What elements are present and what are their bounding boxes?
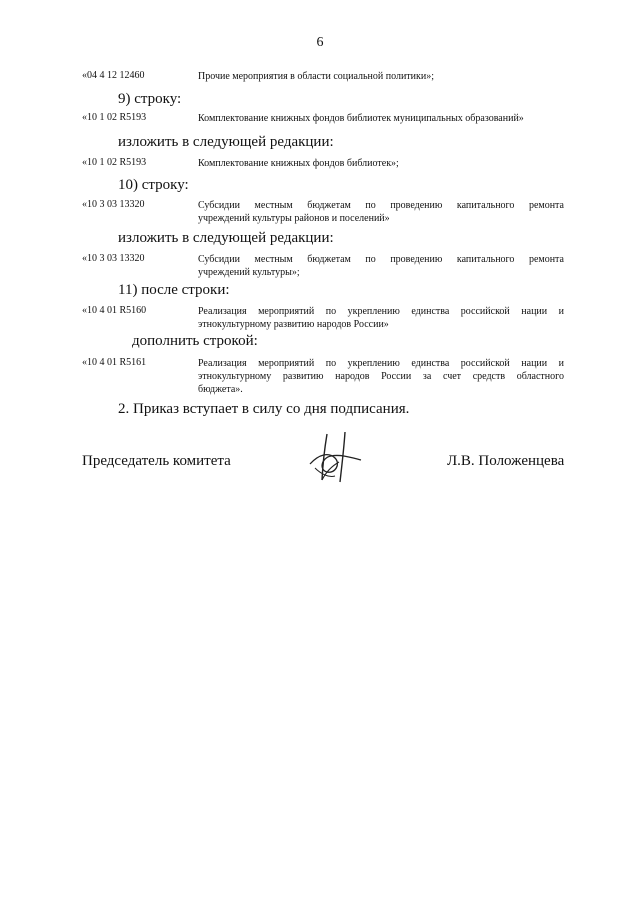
- signatory-position: Председатель комитета: [82, 453, 231, 469]
- order-effective-clause: 2. Приказ вступает в силу со дня подписания.: [118, 401, 410, 417]
- description-line: этнокультурному развитию народов России»: [198, 319, 389, 330]
- description-line: Субсидии местным бюджетам по проведению капитального ремонта: [198, 200, 564, 211]
- description-line: Реализация мероприятий по укреплению единства российской нации и: [198, 358, 564, 369]
- edit-instruction: изложить в следующей редакции:: [118, 134, 334, 150]
- budget-code: «04 4 12 12460: [82, 70, 145, 81]
- description-line: учреждений культуры районов и поселений»: [198, 213, 390, 224]
- description-line: этнокультурному развитию народов России за счет средств областного: [198, 371, 564, 382]
- budget-description: Прочие мероприятия в области социальной политики»;: [198, 71, 435, 82]
- budget-description: [198, 253, 564, 279]
- item-11-heading: 11) после строки:: [118, 282, 230, 298]
- budget-code: «10 3 03 13320: [82, 253, 145, 264]
- budget-code: «10 4 01 R5160: [82, 305, 147, 316]
- budget-description: Комплектование книжных фондов библиотек муниципальных образований»: [198, 113, 524, 124]
- budget-code: «10 1 02 R5193: [82, 157, 147, 168]
- description-line: Реализация мероприятий по укреплению единства российской нации и: [198, 306, 564, 317]
- edit-instruction: изложить в следующей редакции:: [118, 230, 334, 246]
- description-line: Субсидии местным бюджетам по проведению капитального ремонта: [198, 254, 564, 265]
- budget-description: [198, 357, 564, 396]
- handwritten-signature: [305, 428, 365, 488]
- page-number: 6: [316, 35, 324, 50]
- description-line: бюджета».: [198, 384, 243, 395]
- budget-code: «10 3 03 13320: [82, 199, 145, 210]
- budget-description: [198, 305, 564, 331]
- budget-code: «10 1 02 R5193: [82, 112, 147, 123]
- add-instruction: дополнить строкой:: [132, 333, 258, 349]
- description-line: учреждений культуры»;: [198, 267, 300, 278]
- item-10-heading: 10) строку:: [118, 177, 189, 193]
- budget-code: «10 4 01 R5161: [82, 357, 147, 368]
- budget-description: Комплектование книжных фондов библиотек»;: [198, 158, 399, 169]
- item-9-heading: 9) строку:: [118, 91, 182, 107]
- signatory-name: Л.В. Положенцева: [447, 453, 565, 469]
- budget-description: [198, 199, 564, 225]
